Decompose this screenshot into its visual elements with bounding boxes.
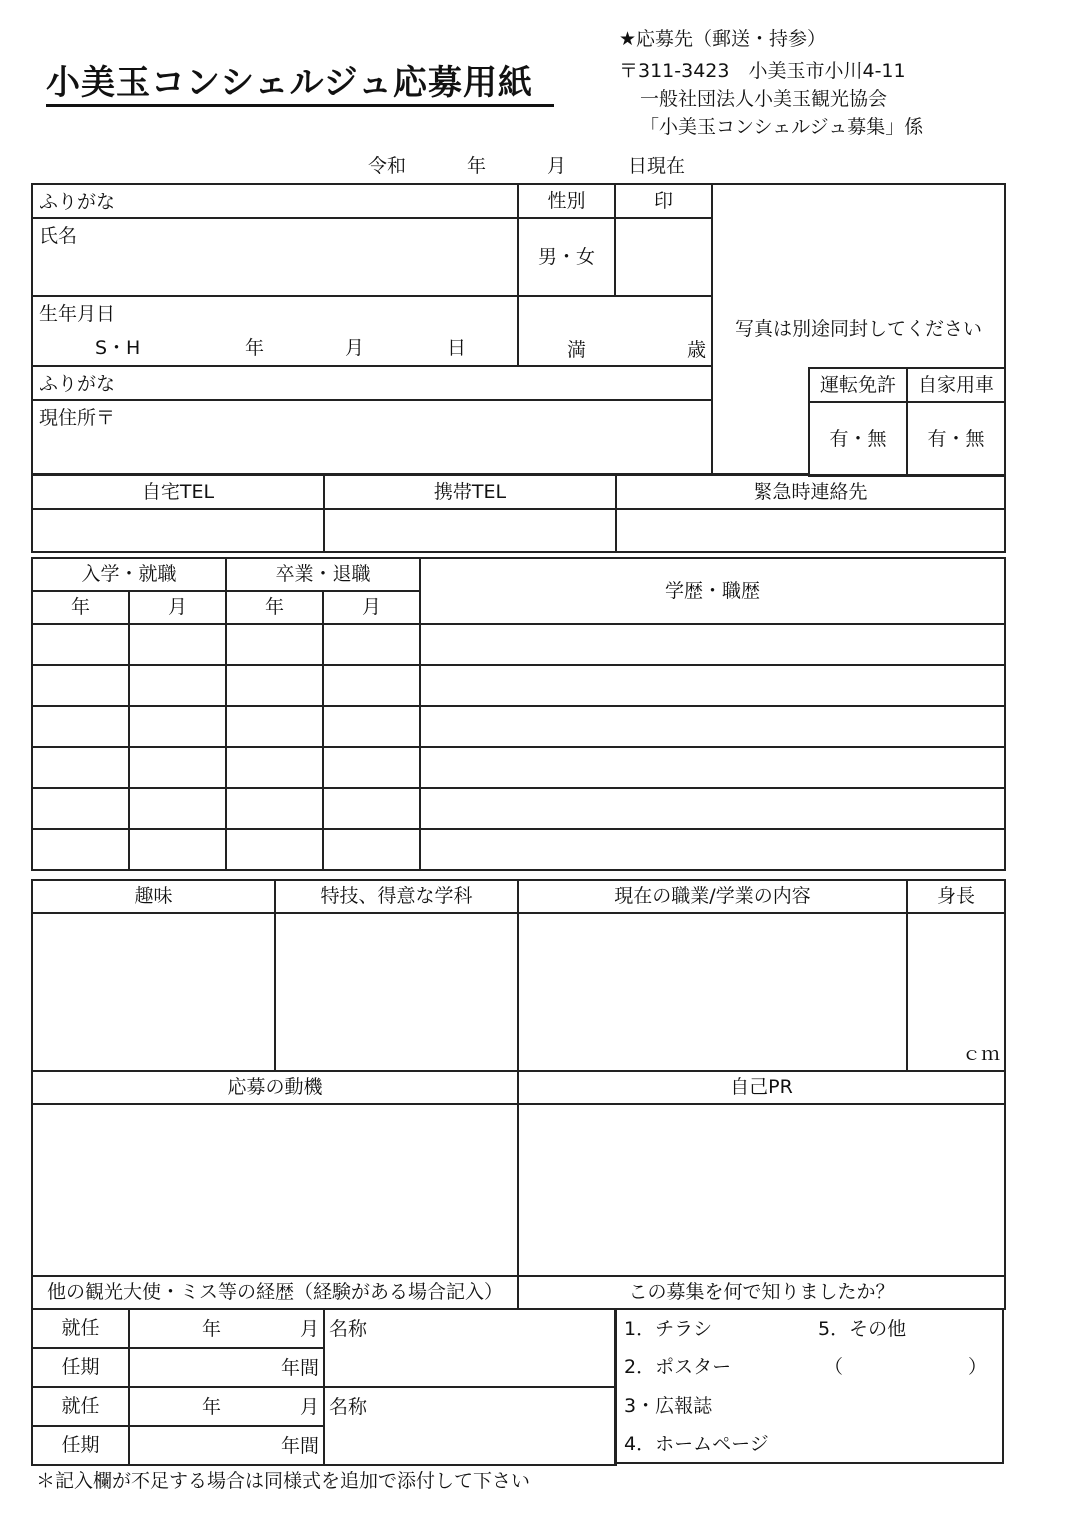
entry-month: 月: [129, 591, 226, 624]
source-opt-homepage[interactable]: 4．ホームページ: [624, 1433, 769, 1455]
birthdate-field[interactable]: [32, 296, 518, 366]
entry-label: 入学・就職: [32, 558, 226, 591]
cell[interactable]: [32, 706, 129, 747]
table-row: [32, 788, 1005, 829]
profile-table: [31, 879, 1006, 1310]
cell[interactable]: [420, 665, 1005, 706]
address-org: 一般社団法人小美玉観光協会: [640, 88, 888, 110]
ambassador-name-field-1[interactable]: [324, 1309, 616, 1387]
birth-day: 日: [447, 337, 467, 359]
paren-open: （: [824, 1356, 844, 1378]
date-month: 月: [547, 155, 567, 177]
hobby-field[interactable]: [32, 913, 275, 1071]
cell[interactable]: [32, 829, 129, 870]
appointed-label-1: 就任: [32, 1309, 129, 1348]
cell[interactable]: [323, 665, 420, 706]
cell[interactable]: [32, 747, 129, 788]
leave-month: 月: [323, 591, 420, 624]
table-row: [32, 706, 1005, 747]
seal-label: 印: [615, 184, 712, 218]
page-title: 小美玉コンシェルジュ応募用紙: [46, 63, 533, 103]
cell[interactable]: [420, 747, 1005, 788]
career-label: 学歴・職歴: [420, 558, 1005, 624]
license-options[interactable]: 有・無: [809, 402, 907, 476]
age-unit: 歳: [687, 339, 707, 361]
table-row: [32, 829, 1005, 870]
cell[interactable]: [129, 665, 226, 706]
cell[interactable]: [323, 788, 420, 829]
emergency-field[interactable]: [616, 509, 1005, 552]
cell[interactable]: [32, 665, 129, 706]
photo-note: 写真は別途同封してください: [735, 317, 983, 340]
term-field-1[interactable]: [129, 1348, 324, 1387]
term-years-2: 年間: [280, 1435, 319, 1457]
cell[interactable]: [420, 788, 1005, 829]
cell[interactable]: [226, 665, 323, 706]
age-full: 満: [567, 339, 587, 361]
leave-year: 年: [226, 591, 323, 624]
birth-year: 年: [245, 337, 265, 359]
ambassador-heading-text: 他の観光大使・ミス等の経歴（経験がある場合記入）: [46, 1281, 503, 1303]
own-car-label: 自家用車: [907, 368, 1005, 402]
cell[interactable]: [129, 747, 226, 788]
cell[interactable]: [323, 706, 420, 747]
cell[interactable]: [226, 829, 323, 870]
job-field[interactable]: [518, 913, 907, 1071]
cell[interactable]: [32, 624, 129, 665]
cell[interactable]: [323, 624, 420, 665]
appointed-date-2[interactable]: [129, 1387, 324, 1426]
cell[interactable]: [129, 788, 226, 829]
emergency-label: 緊急時連絡先: [616, 475, 1005, 509]
cell[interactable]: [323, 747, 420, 788]
birth-month: 月: [345, 337, 365, 359]
term-field-2[interactable]: [129, 1426, 324, 1465]
ambassador-heading: [32, 1276, 518, 1309]
license-label: 運転免許: [809, 368, 907, 402]
mobile-tel-field[interactable]: [324, 509, 616, 552]
title-underline: [46, 104, 554, 107]
license-table: [808, 367, 1006, 477]
cell[interactable]: [323, 829, 420, 870]
source-options-box: [614, 1308, 1004, 1464]
ambassador-table: [31, 1308, 617, 1466]
cell[interactable]: [420, 706, 1005, 747]
appointed-month-1: 月: [299, 1318, 319, 1340]
home-tel-field[interactable]: [32, 509, 324, 552]
entry-year: 年: [32, 591, 129, 624]
furigana2-label: ふりがな: [39, 373, 116, 395]
address-postal: 〒311-3423 小美玉市小川4-11: [619, 60, 906, 82]
motive-field[interactable]: [32, 1104, 518, 1276]
date-year: 年: [467, 155, 487, 177]
source-heading-text: この募集を何で知りましたか？: [628, 1281, 895, 1303]
gender-label: 性別: [518, 184, 615, 218]
height-unit: ｃｍ: [961, 1043, 1000, 1065]
skill-field[interactable]: [275, 913, 518, 1071]
leave-label: 卒業・退職: [226, 558, 420, 591]
cell[interactable]: [226, 747, 323, 788]
ambassador-name-field-2[interactable]: [324, 1387, 616, 1465]
cell[interactable]: [32, 788, 129, 829]
gender-options[interactable]: 男・女: [518, 218, 615, 296]
appointed-date-1[interactable]: [129, 1309, 324, 1348]
appointed-label-2: 就任: [32, 1387, 129, 1426]
age-field[interactable]: [518, 296, 712, 366]
appointed-year-1: 年: [202, 1318, 222, 1340]
birthdate-label: 生年月日: [39, 303, 116, 325]
table-row: [32, 747, 1005, 788]
birth-era: S・H: [95, 337, 141, 359]
cell[interactable]: [226, 624, 323, 665]
source-heading: [518, 1276, 1005, 1309]
address-field[interactable]: [32, 400, 712, 474]
source-opt-flyer[interactable]: 1．チラシ: [624, 1318, 713, 1340]
home-tel-label: 自宅TEL: [32, 475, 324, 509]
seal-box[interactable]: [615, 218, 712, 296]
appointed-year-2: 年: [202, 1396, 222, 1418]
source-opt-newsletter[interactable]: 3・広報誌: [624, 1395, 713, 1417]
skill-label: 特技、得意な学科: [275, 880, 518, 913]
address-heading: ★応募先（郵送・持参）: [619, 28, 827, 50]
cell[interactable]: [226, 706, 323, 747]
address-dept: 「小美玉コンシェルジュ募集」係: [640, 116, 924, 138]
cell[interactable]: [226, 788, 323, 829]
date-day: 日現在: [628, 155, 686, 177]
mobile-tel-label: 携帯TEL: [324, 475, 616, 509]
pr-field[interactable]: [518, 1104, 1005, 1276]
cell[interactable]: [129, 706, 226, 747]
appointed-month-2: 月: [299, 1396, 319, 1418]
table-row: [32, 665, 1005, 706]
ambassador-name-label-2: 名称: [329, 1396, 368, 1418]
motive-label: 応募の動機: [32, 1071, 518, 1104]
history-table: [31, 557, 1006, 871]
footnote: ＊記入欄が不足する場合は同様式を追加で添付して下さい: [36, 1470, 531, 1492]
cell[interactable]: [420, 829, 1005, 870]
name-label: 氏名: [39, 225, 78, 247]
table-row: [32, 624, 1005, 665]
term-label-1: 任期: [32, 1348, 129, 1387]
hobby-label: 趣味: [32, 880, 275, 913]
job-label: 現在の職業/学業の内容: [518, 880, 907, 913]
date-era: 令和: [368, 155, 407, 177]
cell[interactable]: [129, 624, 226, 665]
furigana-label: ふりがな: [39, 191, 116, 213]
height-label: 身長: [907, 880, 1005, 913]
height-field[interactable]: [907, 913, 1005, 1071]
ambassador-name-label-1: 名称: [329, 1318, 368, 1340]
source-opt-poster[interactable]: 2．ポスター: [624, 1356, 732, 1378]
phone-table: [31, 474, 1006, 553]
term-years-1: 年間: [280, 1357, 319, 1379]
name-field[interactable]: [32, 218, 518, 296]
term-label-2: 任期: [32, 1426, 129, 1465]
source-opt-other[interactable]: 5．その他: [818, 1318, 907, 1340]
car-options[interactable]: 有・無: [907, 402, 1005, 476]
paren-close: ）: [968, 1356, 988, 1378]
address-label: 現住所〒: [39, 407, 116, 429]
cell[interactable]: [129, 829, 226, 870]
cell[interactable]: [420, 624, 1005, 665]
pr-label: 自己PR: [518, 1071, 1005, 1104]
